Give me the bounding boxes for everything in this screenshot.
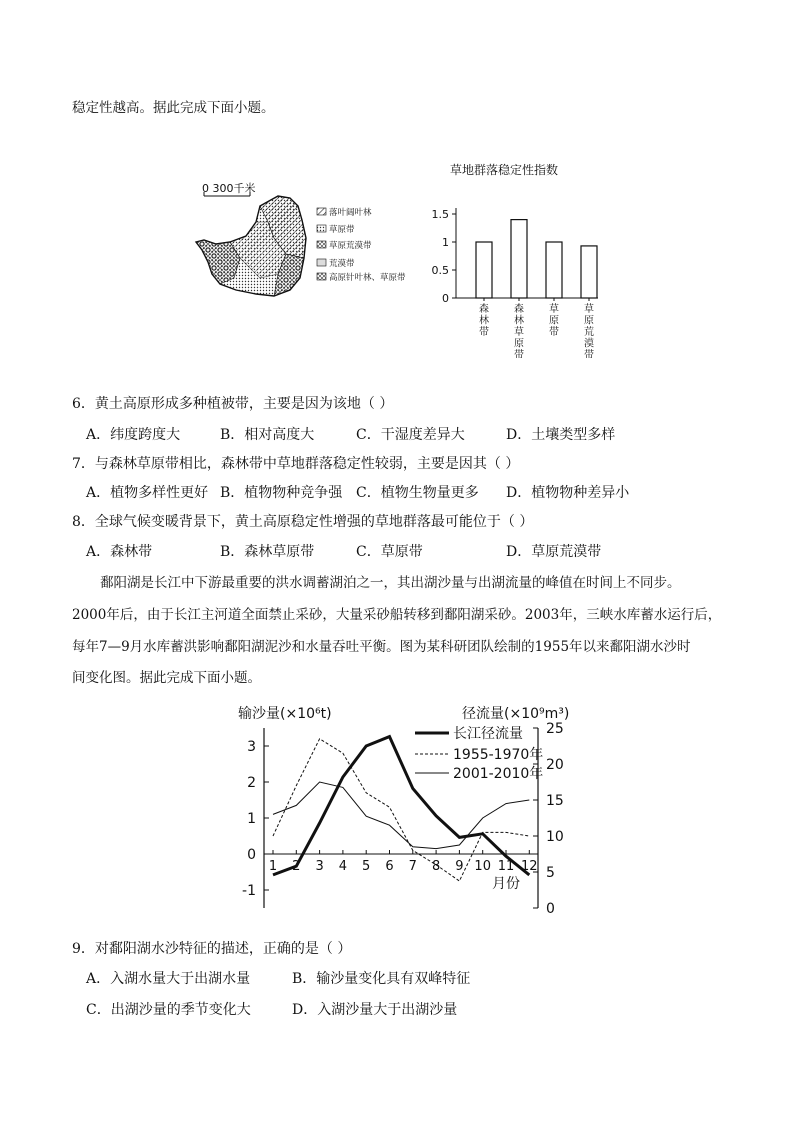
question-6-stem: 6．黄土高原形成多种植被带，主要是因为该地（ ） [72, 396, 394, 412]
left-tick-label: 0 [247, 847, 256, 863]
question-7-stem: 7．与森林草原带相比，森林带中草地群落稳定性较弱，主要是因其（ ） [72, 456, 520, 472]
question-9-options-row1 [86, 968, 470, 988]
option[interactable]: A．植物多样性更好 [86, 485, 209, 501]
legend-item: 草原荒漠带 [329, 241, 372, 251]
map-scale-label: 0 300千米 [202, 182, 256, 195]
right-tick-label: 5 [546, 865, 555, 881]
bar [476, 242, 492, 298]
question-8-stem: 8．全球气候变暖背景下，黄土高原稳定性增强的草地群落最可能位于（ ） [72, 514, 534, 530]
bar-category-label: 草 [514, 327, 524, 338]
option[interactable]: C．干湿度差异大 [356, 427, 465, 443]
bar-category-label: 原 [514, 338, 524, 350]
x-tick-label: 9 [455, 859, 464, 874]
option[interactable]: A．森林带 [86, 544, 153, 560]
stability-bar-chart [420, 158, 610, 358]
option[interactable]: B．输沙量变化具有双峰特征 [292, 971, 471, 987]
x-tick-label: 7 [408, 859, 417, 874]
right-tick-label: 25 [546, 721, 564, 737]
x-tick-label: 3 [315, 859, 324, 874]
bar-category-label: 带 [514, 350, 524, 358]
bar [511, 220, 527, 298]
intro-text: 稳定性越高。据此完成下面小题。 [72, 100, 275, 116]
map-legend [317, 207, 406, 283]
option[interactable]: D．草原荒漠带 [506, 544, 602, 560]
right-tick-label: 10 [546, 829, 564, 845]
bar-category-label: 荒 [584, 327, 594, 338]
bar [581, 246, 597, 298]
bar-category-label: 原 [584, 315, 594, 327]
bar-y-tick-label: 0 [442, 292, 449, 305]
x-tick-label: 8 [431, 859, 441, 874]
bar-y-tick-label: 1.5 [431, 208, 449, 221]
option[interactable]: D．植物物种差异小 [506, 485, 630, 501]
x-tick-label: 2 [292, 859, 301, 874]
legend-item: 荒漠带 [329, 259, 355, 269]
passage-line: 2000年后，由于长江主河道全面禁止采砂，大量采砂船转移到鄱阳湖采砂。2003年，三峡水库蓄水运行后， [72, 607, 722, 623]
passage-line: 鄱阳湖是长江中下游最重要的洪水调蓄湖泊之一，其出湖沙量与出湖流量的峰值在时间上不同步。 [100, 575, 681, 591]
bar-y-tick-label: 0.5 [431, 264, 449, 277]
bar-category-label: 林 [514, 315, 524, 327]
x-axis-label: 月份 [492, 876, 520, 892]
legend-item: 草原带 [329, 225, 355, 235]
passage-line: 间变化图。据此完成下面小题。 [72, 670, 261, 686]
right-tick-label: 15 [546, 793, 564, 809]
left-axis-label: 输沙量(×10⁶t) [238, 706, 332, 722]
passage-line: 每年7—9月水库蓄洪影响鄱阳湖泥沙和水量吞吐平衡。图为某科研团队绘制的1955年以来鄱阳湖水沙时 [72, 639, 691, 655]
loess-plateau-map [190, 178, 420, 303]
left-tick-label: 1 [247, 811, 256, 827]
question-7-options [86, 482, 629, 502]
poyang-lake-line-chart [230, 698, 590, 920]
bar-category-label: 漠 [584, 338, 594, 350]
option[interactable]: C．出湖沙量的季节变化大 [86, 1002, 251, 1018]
legend-label: 长江径流量 [453, 726, 523, 742]
option[interactable]: B．相对高度大 [220, 427, 315, 443]
x-tick-label: 5 [362, 859, 371, 874]
left-tick-label: 2 [247, 775, 256, 791]
option[interactable]: A．入湖水量大于出湖水量 [86, 971, 251, 987]
option[interactable]: C．植物生物量更多 [356, 485, 479, 501]
question-9-stem: 9．对鄱阳湖水沙特征的描述，正确的是（ ） [72, 941, 352, 957]
x-tick-label: 1 [268, 859, 278, 874]
bar-category-label: 带 [584, 350, 594, 358]
bar-category-label: 草 [584, 304, 594, 315]
option[interactable]: B．植物物种竞争强 [220, 485, 343, 501]
bar-category-label: 原 [549, 315, 559, 327]
right-axis-label: 径流量(×10⁹m³) [462, 706, 570, 722]
x-tick-label: 6 [385, 859, 394, 874]
question-6-options [86, 424, 615, 444]
legend-item: 落叶阔叶林 [329, 208, 372, 218]
x-tick-label: 12 [521, 859, 538, 874]
bar-category-label: 带 [479, 327, 489, 338]
option[interactable]: C．草原带 [356, 544, 423, 560]
option[interactable]: D．入湖沙量大于出湖沙量 [292, 1002, 458, 1018]
x-tick-label: 11 [497, 859, 515, 874]
legend-label: 2001-2010年 [453, 766, 544, 782]
right-tick-label: 0 [546, 901, 555, 917]
legend-label: 1955-1970年 [453, 747, 544, 763]
bar-category-label: 林 [479, 315, 489, 327]
x-tick-label: 4 [338, 859, 348, 874]
bar-category-label: 草 [549, 304, 559, 315]
bar-category-label: 森 [514, 304, 524, 315]
x-tick-label: 10 [474, 859, 491, 874]
option[interactable]: B．森林草原带 [220, 544, 315, 560]
option[interactable]: D．土壤类型多样 [506, 427, 616, 443]
bar-category-label: 带 [549, 327, 559, 338]
question-9-options-row2 [86, 999, 457, 1019]
left-tick-label: -1 [242, 883, 256, 899]
legend-item: 高原针叶林、草原带 [329, 273, 406, 283]
bar-y-tick-label: 1 [442, 236, 449, 249]
option[interactable]: A．纬度跨度大 [86, 427, 181, 443]
right-tick-label: 20 [546, 757, 564, 773]
bar-category-label: 森 [479, 304, 489, 315]
left-tick-label: 3 [247, 739, 256, 755]
question-8-options [86, 541, 601, 561]
bar-chart-title: 草地群落稳定性指数 [450, 163, 559, 177]
bar [546, 242, 562, 298]
